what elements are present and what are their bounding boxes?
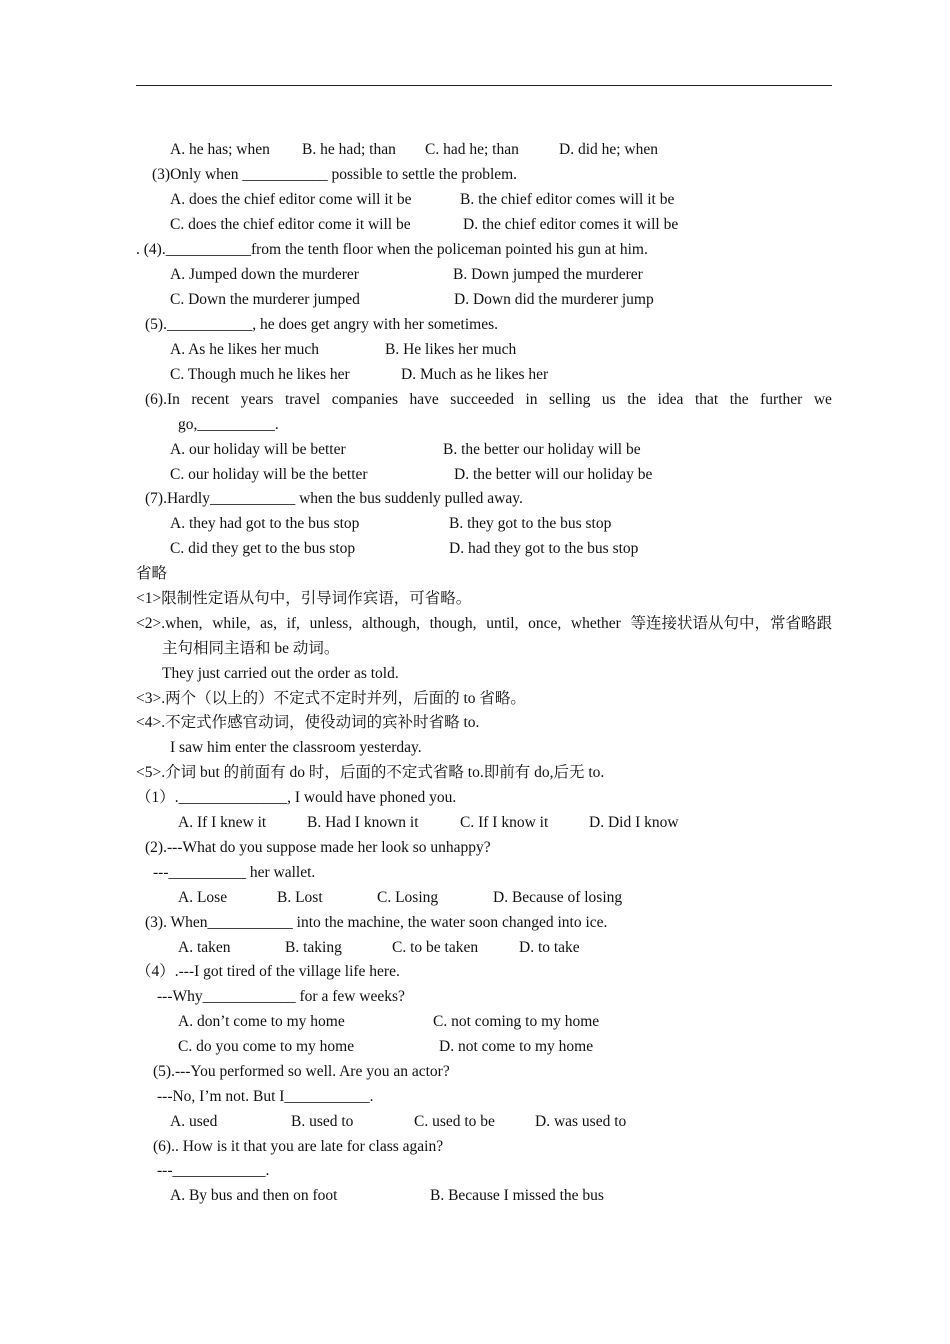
option-d: D. Down did the murderer jump	[454, 291, 654, 308]
option-b: B. Had I known it	[307, 814, 419, 831]
q4-stem: . (4).___________from the tenth floor when the policeman pointed his gun at him.	[136, 241, 648, 258]
rule-2-continued: 主句相同主语和 be 动词。	[162, 640, 340, 657]
option-c: C. Losing	[377, 889, 439, 906]
header-rule	[136, 85, 832, 86]
p2-q1-stem: （1）.______________, I would have phoned you.	[136, 789, 457, 806]
rule-1: <1>限制性定语从句中，引导词作宾语，可省略。	[136, 590, 472, 607]
option-a: A. used	[170, 1113, 218, 1130]
q5-stem: (5).___________, he does get angry with her sometimes.	[145, 316, 498, 333]
option-b: B. he had; than	[302, 141, 396, 158]
word: if,	[286, 615, 300, 632]
option-c: C. Down the murderer jumped	[170, 291, 360, 308]
option-c: C. to be taken	[392, 939, 479, 956]
rule-4-example: I saw him enter the classroom yesterday.	[170, 739, 422, 756]
word: the	[729, 391, 749, 408]
word: succeeded	[450, 391, 514, 408]
option-b: B. they got to the bus stop	[449, 515, 612, 532]
word: although,	[361, 615, 420, 632]
option-c: C. does the chief editor come it will be	[170, 216, 411, 233]
p2-q5-reply: ---No, I’m not. But I___________.	[157, 1088, 374, 1105]
q3-stem: (3)Only when ___________ possible to settle the problem.	[152, 166, 518, 183]
word: recent	[191, 391, 230, 408]
rule-3: <3>.两个（以上的）不定式不定时并列，后面的 to 省略。	[136, 690, 526, 707]
p2-q6-options	[170, 1186, 604, 1246]
word: as,	[260, 615, 277, 632]
rule-2-example: They just carried out the order as told.	[162, 665, 399, 682]
option-d: D. Did I know	[589, 814, 679, 831]
option-a: A. If I knew it	[178, 814, 267, 831]
q6-stem	[145, 390, 832, 410]
option-b: B. taking	[285, 939, 342, 956]
p2-q5-stem: (5).---You performed so well. Are you an actor?	[153, 1063, 450, 1080]
option-a: A. By bus and then on foot	[170, 1187, 338, 1204]
word: until,	[486, 615, 519, 632]
q6-stem-continued: go,__________.	[178, 416, 279, 433]
option-b: B. Down jumped the murderer	[453, 266, 643, 283]
option-d: D. was used to	[535, 1113, 627, 1130]
word: once,	[528, 615, 562, 632]
word: whether	[570, 615, 621, 632]
option-a: A. don’t come to my home	[178, 1013, 345, 1030]
option-a: A. As he likes her much	[170, 341, 319, 358]
word: the	[627, 391, 647, 408]
option-c: C. not coming to my home	[433, 1013, 600, 1030]
rule-4: <4>.不定式作感官动词，使役动词的宾补时省略 to.	[136, 714, 480, 731]
word: selling	[549, 391, 591, 408]
option-b: B. the better our holiday will be	[443, 441, 641, 458]
option-d: D. had they got to the bus stop	[449, 540, 639, 557]
option-d: D. Much as he likes her	[401, 366, 549, 383]
word: 等连接状语从句中，常省略跟	[630, 615, 832, 632]
p2-q6-stem: (6).. How is it that you are late for class again?	[153, 1138, 444, 1155]
word: further	[760, 391, 803, 408]
p2-q3-stem: (3). When___________ into the machine, the water soon changed into ice.	[145, 914, 608, 931]
option-c: C. our holiday will be the better	[170, 466, 368, 483]
word: (6).In	[145, 391, 180, 408]
word: though,	[429, 615, 477, 632]
option-c: C. had he; than	[425, 141, 519, 158]
word: companies	[331, 391, 399, 408]
word: we	[813, 391, 832, 408]
option-a: A. he has; when	[170, 141, 270, 158]
word: idea	[657, 391, 684, 408]
option-c: C. do you come to my home	[178, 1038, 355, 1055]
word: have	[409, 391, 439, 408]
option-b: B. Lost	[277, 889, 323, 906]
option-d: D. the better will our holiday be	[454, 466, 653, 483]
option-d: D. not come to my home	[439, 1038, 594, 1055]
option-a: A. taken	[178, 939, 231, 956]
option-a: A. does the chief editor come will it be	[170, 191, 412, 208]
option-a: A. Jumped down the murderer	[170, 266, 359, 283]
option-a: A. Lose	[178, 889, 228, 906]
option-c: C. Though much he likes her	[170, 366, 350, 383]
option-a: A. they had got to the bus stop	[170, 515, 360, 532]
option-d: D. did he; when	[559, 141, 659, 158]
rule-2	[136, 614, 832, 634]
word: us	[601, 391, 616, 408]
option-d: D. Because of losing	[493, 889, 623, 906]
word: in	[525, 391, 538, 408]
word: years	[240, 391, 274, 408]
option-c: C. used to be	[414, 1113, 495, 1130]
p2-q4-reply: ---Why____________ for a few weeks?	[157, 988, 405, 1005]
p2-q2-stem: (2).---What do you suppose made her look so unhappy?	[145, 839, 491, 856]
word: unless,	[309, 615, 353, 632]
word: that	[694, 391, 719, 408]
q7-stem: (7).Hardly___________ when the bus suddenly pulled away.	[145, 490, 523, 507]
word: travel	[284, 391, 321, 408]
option-b: B. used to	[291, 1113, 354, 1130]
section-heading: 省略	[136, 565, 168, 582]
option-b: B. He likes her much	[385, 341, 517, 358]
word: <2>.when,	[136, 615, 203, 632]
option-a: A. our holiday will be better	[170, 441, 346, 458]
option-b: B. the chief editor comes will it be	[460, 191, 675, 208]
option-d: D. to take	[519, 939, 580, 956]
option-b: B. Because I missed the bus	[430, 1187, 604, 1204]
p2-q6-reply: ---____________.	[157, 1162, 270, 1179]
word: while,	[212, 615, 251, 632]
p2-q4-stem: （4）.---I got tired of the village life here.	[136, 963, 400, 980]
option-d: D. the chief editor comes it will be	[463, 216, 679, 233]
option-c: C. If I know it	[460, 814, 549, 831]
option-c: C. did they get to the bus stop	[170, 540, 356, 557]
p2-q2-reply: ---__________ her wallet.	[153, 864, 316, 881]
rule-5: <5>.介词 but 的前面有 do 时，后面的不定式省略 to.即前有 do,后无 to.	[136, 764, 605, 781]
